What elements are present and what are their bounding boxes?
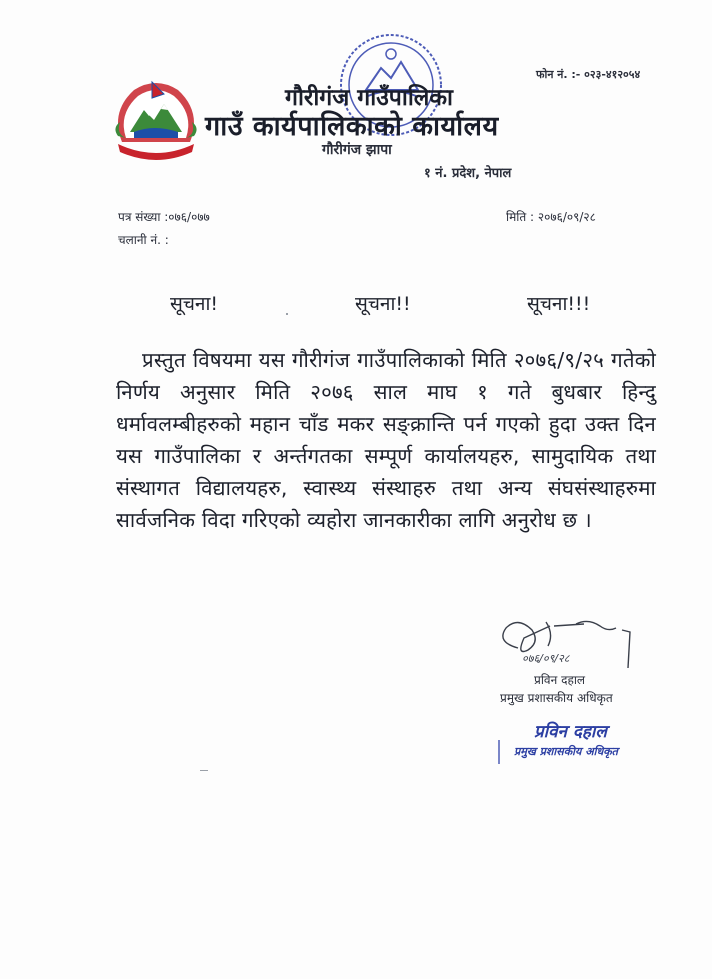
reference-number: पत्र संख्या :०७६/०७७ xyxy=(118,210,210,224)
stamp-name: प्रविन दहाल xyxy=(534,722,607,742)
signatory-title: प्रमुख प्रशासकीय अधिकृत xyxy=(500,691,613,705)
notice-heading-3: सूचना!!! xyxy=(527,293,591,315)
nepal-emblem-icon xyxy=(104,72,208,168)
notice-body: प्रस्तुत विषयमा यस गौरीगंज गाउँपालिकाको मिति २०७६/९/२५ गतेको निर्णय अनुसार मिति २०७६ साल माघ १ गते बुधबार हिन्दु धर्मावलम्बीहरुको महान चाँड मकर सङ्क्रान्ति पर्न गएको हुदा उक्त दिन यस गाउँपालिका र अर्न्तगतका सम्पूर्ण कार्यालयहरु, सामुदायिक तथा संस्थागत विद्यालयहरु, स्वास्थ्य संस्थाहरु तथा अन्य संघसंस्थाहरुमा सार्वजनिक विदा गरिएको व्यहोरा जानकारीका लागि अनुरोध छ । xyxy=(116,348,656,532)
stamp-mark xyxy=(498,740,500,764)
handwritten-signature xyxy=(488,612,648,672)
scan-speck xyxy=(200,770,208,771)
province-label: १ नं. प्रदेश, नेपाल xyxy=(424,166,512,181)
municipality-name: गौरीगंज गाउँपालिका xyxy=(285,85,453,111)
dispatch-number: चलानी नं. : xyxy=(118,233,169,247)
scan-speck xyxy=(286,313,288,315)
signature-date: ०७६/०९/२८ xyxy=(522,652,570,665)
stamp-title: प्रमुख प्रशासकीय अधिकृत xyxy=(514,745,618,758)
notice-heading-2: सूचना!! xyxy=(355,293,411,315)
phone-number: फोन नं. :- ०२३-४१२०५४ xyxy=(536,68,641,81)
office-name: गाउँ कार्यपालिकाको कार्यालय xyxy=(205,111,499,142)
letter-date: मिति : २०७६/०९/२८ xyxy=(506,210,596,224)
signatory-name: प्रविन दहाल xyxy=(534,673,586,687)
notice-heading-1: सूचना! xyxy=(170,293,218,315)
office-address: गौरीगंज झापा xyxy=(322,142,392,158)
